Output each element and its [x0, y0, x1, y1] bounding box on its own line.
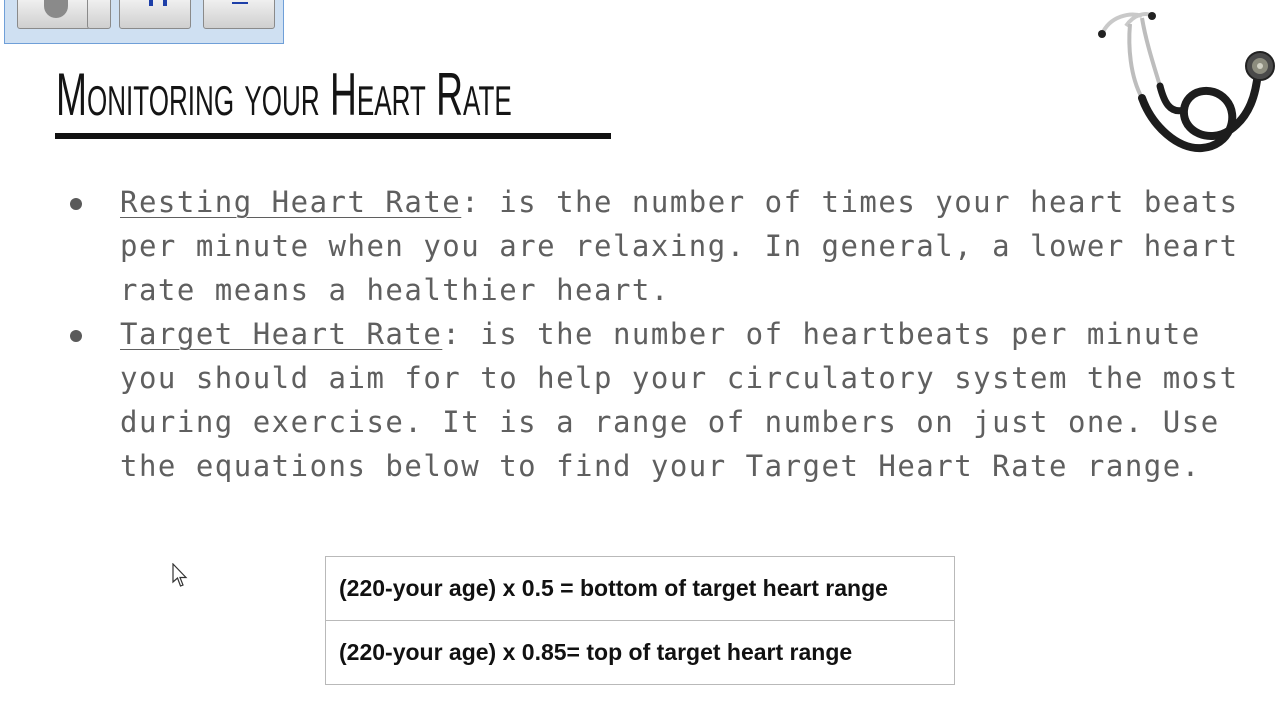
mouse-pointer-icon [172, 563, 190, 589]
table-row [326, 557, 955, 621]
list-item [64, 180, 1244, 312]
equation-table [325, 556, 955, 685]
stethoscope-icon [1090, 6, 1280, 158]
record-options-button[interactable] [87, 0, 111, 29]
bullet-text: : is the number of heartbeats per minute you should aim for to help your circulatory system the most during exercise. It is a range of numbers on just one. Use the equations below to find your Target Heart Rate range. [120, 317, 1239, 483]
bullet-icon [70, 198, 82, 210]
list-item [64, 312, 1244, 488]
bullet-list [64, 180, 1244, 488]
bullet-term: Target Heart Rate [120, 317, 443, 351]
slide-title: Monitoring your Heart Rate [56, 61, 512, 128]
equation-cell: (220-your age) x 0.5 = bottom of target heart range [326, 557, 955, 621]
recorder-toolbar [4, 0, 284, 44]
stop-button[interactable] [203, 0, 275, 29]
bullet-term: Resting Heart Rate [120, 185, 462, 219]
bullet-icon [70, 330, 82, 342]
pause-button[interactable] [119, 0, 191, 29]
title-underline [55, 133, 611, 139]
table-row [326, 621, 955, 685]
equation-cell: (220-your age) x 0.85= top of target heart range [326, 621, 955, 685]
record-button[interactable] [17, 0, 91, 29]
bullet-text: : is the number of times your heart beats per minute when you are relaxing. In general, a lower heart rate means a healthier heart. [120, 185, 1239, 307]
